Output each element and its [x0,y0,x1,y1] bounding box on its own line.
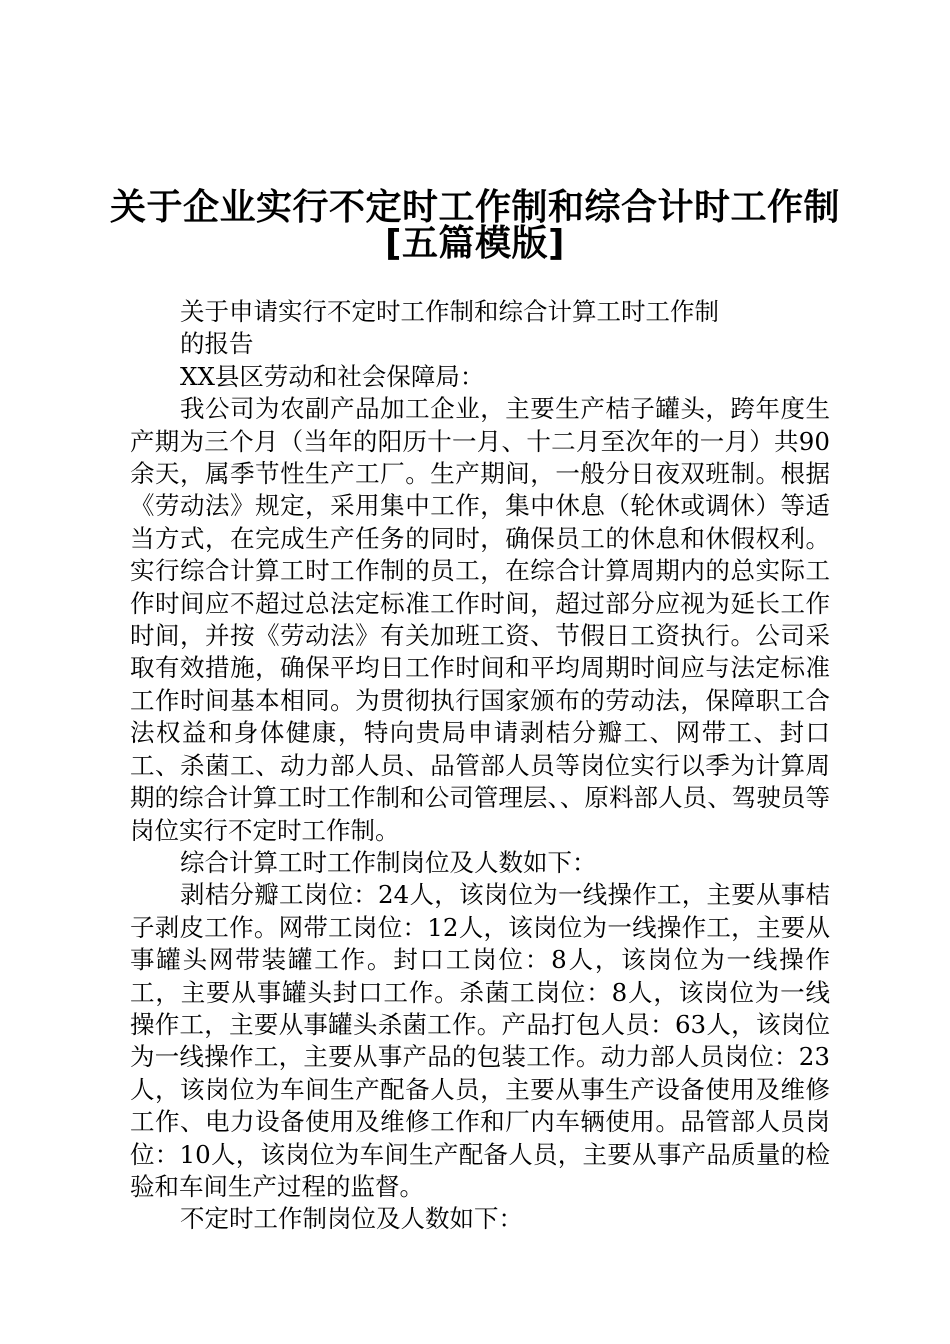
section-heading-1: 综合计算工时工作制岗位及人数如下： [180,847,597,877]
section-heading-2: 不定时工作制岗位及人数如下： [180,1204,523,1234]
document-title-line-1: 关于企业实行不定时工作制和综合计时工作制 [109,187,840,228]
report-title-line-1: 关于申请实行不定时工作制和综合计算工时工作制 [180,297,719,326]
document-title-line-2: [五篇模版] [385,223,565,264]
report-title-line-2: 的报告 [180,329,254,359]
addressee: XX县区劳动和社会保障局： [180,361,485,391]
document-body [130,296,830,1236]
paragraph-2: 剥桔分瓣工岗位：24人，该岗位为一线操作工，主要从事桔子剥皮工作。网带工岗位：12人，该岗位为一线操作工，主要从事罐头网带装罐工作。封口工岗位：8人，该岗位为一线操作工，主要从事罐头封口工作。杀菌工岗位：8人，该岗位为一线操作工，主要从事罐头杀菌工作。产品打包人员：63人，该岗位为一线操作工，主要从事产品的包装工作。动力部人员岗位：23人，该岗位为车间生产配备人员，主要从事生产设备使用及维修工作、电力设备使用及维修工作和厂内车辆使用。品管部人员岗位：10人，该岗位为车间生产配备人员，主要从事产品质量的检验和车间生产过程的监督。 [130,880,830,1201]
paragraph-1: 我公司为农副产品加工企业，主要生产桔子罐头，跨年度生产期为三个月（当年的阳历十一月、十二月至次年的一月）共90余天，属季节性生产工厂。生产期间，一般分日夜双班制。根据《劳动法》规定，采用集中工作，集中休息（轮休或调休）等适当方式，在完成生产任务的同时，确保员工的休息和休假权利。实行综合计算工时工作制的员工，在综合计算周期内的总实际工作时间应不超过总法定标准工作时间，超过部分应视为延长工作时间，并按《劳动法》有关加班工资、节假日工资执行。公司采取有效措施，确保平均日工作时间和平均周期时间应与法定标准工作时间基本相同。为贯彻执行国家颁布的劳动法，保障职工合法权益和身体健康，特向贵局申请剥桔分瓣工、网带工、封口工、杀菌工、动力部人员、品管部人员等岗位实行以季为计算周期的综合计算工时工作制和公司管理层、、原料部人员、驾驶员等岗位实行不定时工作制。 [130,394,830,845]
